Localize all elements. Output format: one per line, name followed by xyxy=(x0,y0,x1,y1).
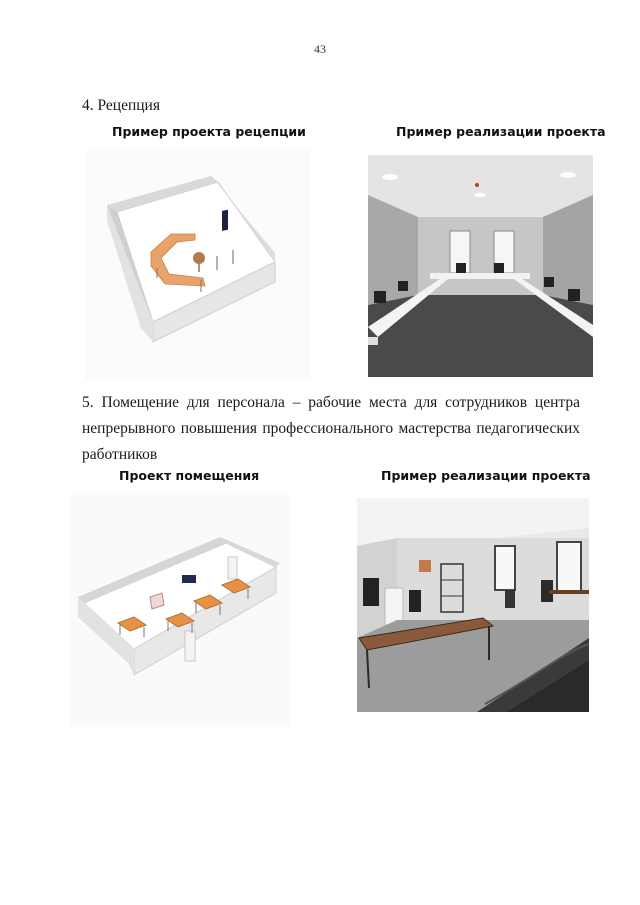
staff-room-realization-photo xyxy=(357,498,589,712)
page-number: 43 xyxy=(314,42,326,56)
section-5-line-3: работников xyxy=(82,446,158,463)
section-5-line-2: непрерывного повышения профессионального мастерства педагогических xyxy=(82,420,580,437)
caption-staff-room-realization: Пример реализации проекта xyxy=(381,468,591,483)
caption-reception-project: Пример проекта рецепции xyxy=(112,124,306,139)
caption-reception-realization: Пример реализации проекта xyxy=(396,124,606,139)
section-5-paragraph xyxy=(82,390,580,468)
staff-room-project-render xyxy=(70,495,290,725)
reception-project-render xyxy=(85,150,310,380)
caption-staff-room-project: Проект помещения xyxy=(119,468,260,483)
reception-realization-photo xyxy=(368,155,593,377)
section-5-line-1: 5. Помещение для персонала – рабочие места для сотрудников центра xyxy=(82,394,580,411)
section-4-heading: 4. Рецепция xyxy=(82,97,160,114)
